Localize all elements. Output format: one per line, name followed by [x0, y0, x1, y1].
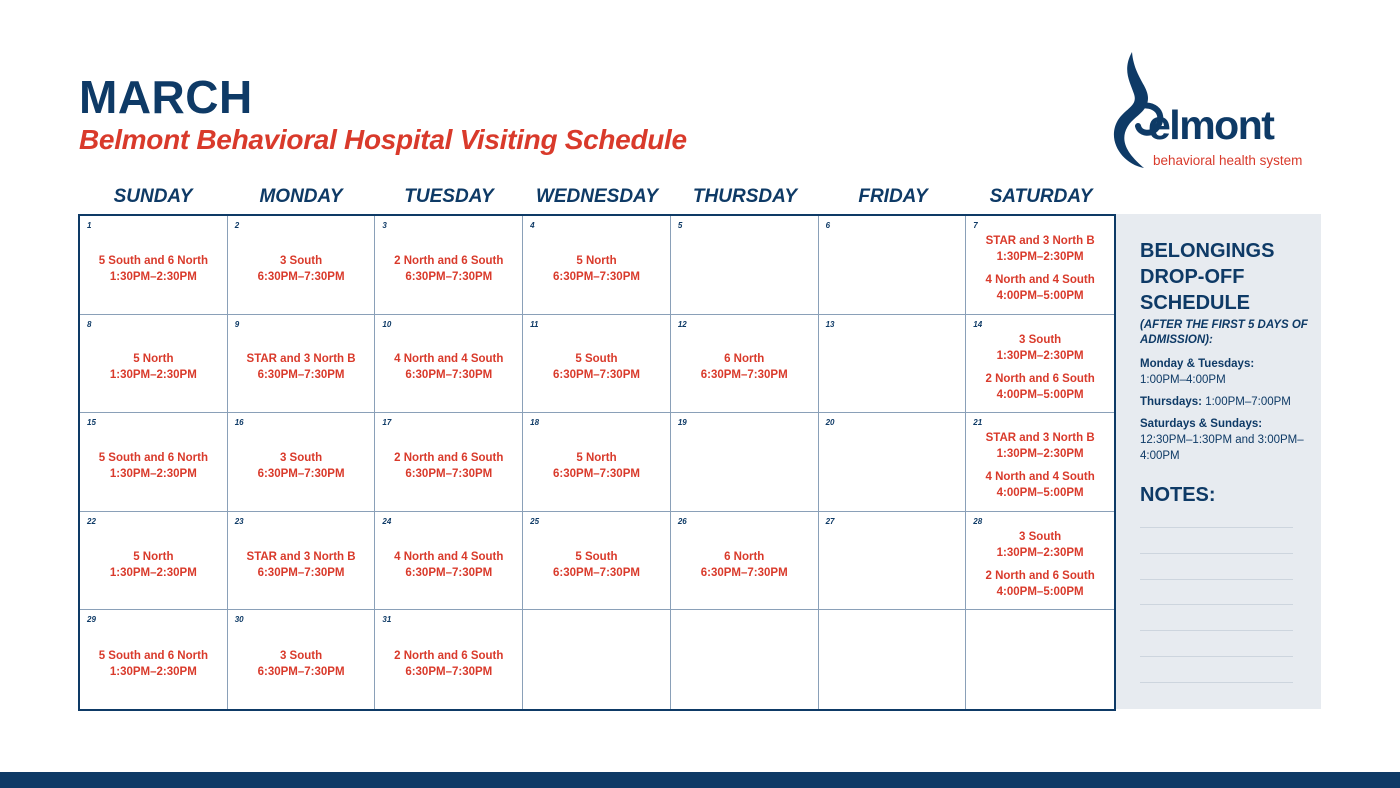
visit-events	[671, 622, 818, 705]
calendar-day-cell	[375, 413, 523, 512]
day-number: 4	[530, 221, 535, 230]
day-number: 28	[973, 516, 983, 526]
visit-event: 6 North 6:30PM–7:30PM	[700, 353, 788, 382]
dropoff-entry-sat-sun	[1140, 416, 1315, 464]
day-number: 27	[825, 516, 835, 526]
day-number: 24	[382, 516, 392, 526]
calendar-day-cell	[966, 610, 1114, 709]
visit-event: 5 South 6:30PM–7:30PM	[553, 353, 640, 382]
visit-event: 2 North and 6 South 4:00PM–5:00PM	[985, 372, 1095, 401]
visit-events	[228, 425, 375, 507]
visit-event: 4 North and 4 South 4:00PM–5:00PM	[985, 471, 1095, 500]
visit-event: STAR and 3 North B 6:30PM–7:30PM	[246, 353, 356, 382]
calendar-day-cell	[228, 413, 376, 512]
visit-events	[375, 425, 522, 507]
day-number: 2	[234, 221, 240, 230]
visit-event: 5 South and 6 North 1:30PM–2:30PM	[98, 649, 208, 678]
visit-events	[228, 228, 375, 310]
note-line[interactable]	[1140, 682, 1293, 683]
weekday-tuesday: TUESDAY	[404, 186, 494, 207]
visit-event: 5 North 1:30PM–2:30PM	[109, 550, 197, 579]
visit-events	[80, 524, 227, 606]
visit-events	[966, 327, 1114, 409]
note-line[interactable]	[1140, 527, 1293, 528]
day-number: 25	[530, 516, 540, 526]
day-number: 19	[677, 418, 687, 428]
calendar-day-cell	[523, 413, 671, 512]
visit-events	[228, 524, 375, 606]
visit-events	[671, 327, 818, 409]
logo-wordmark: elmont	[1148, 102, 1274, 148]
day-number: 26	[677, 516, 687, 526]
logo-tagline: behavioral health system	[1153, 153, 1303, 168]
day-number: 14	[973, 319, 983, 329]
weekday-friday: FRIDAY	[858, 186, 928, 207]
calendar-day-cell	[819, 610, 967, 709]
day-number: 16	[234, 418, 244, 428]
visit-events	[80, 228, 227, 310]
day-number: 31	[382, 615, 392, 625]
day-number: 13	[825, 319, 835, 329]
note-line[interactable]	[1140, 630, 1293, 631]
visit-events	[966, 425, 1114, 507]
calendar-day-cell	[819, 413, 967, 512]
visit-events	[80, 327, 227, 409]
calendar-day-cell	[671, 512, 819, 611]
visit-event: STAR and 3 North B 1:30PM–2:30PM	[985, 432, 1095, 461]
visit-event: 4 North and 4 South 6:30PM–7:30PM	[394, 353, 504, 382]
day-number: 9	[234, 319, 240, 329]
visit-event: STAR and 3 North B 6:30PM–7:30PM	[246, 550, 356, 579]
visit-events	[375, 228, 522, 310]
visit-events	[819, 327, 966, 409]
visit-event: 5 North 1:30PM–2:30PM	[109, 353, 197, 382]
weekday-sunday: SUNDAY	[113, 186, 193, 207]
day-number: 18	[530, 418, 540, 428]
dropoff-label: Saturdays & Sundays:	[1140, 418, 1263, 430]
visit-event: STAR and 3 North B 1:30PM–2:30PM	[985, 235, 1095, 264]
day-number: 17	[382, 418, 392, 428]
day-number: 5	[677, 221, 683, 230]
visit-event: 5 North 6:30PM–7:30PM	[553, 254, 640, 283]
belongings-note: (AFTER THE FIRST 5 DAYS OF ADMISSION):	[1140, 319, 1308, 346]
visit-events	[80, 622, 227, 705]
visit-events	[523, 622, 670, 705]
calendar-day-cell	[523, 610, 671, 709]
visit-event: 2 North and 6 South 6:30PM–7:30PM	[394, 649, 504, 678]
day-number: 1	[87, 221, 92, 230]
schedule-subtitle: Belmont Behavioral Hospital Visiting Schedule	[79, 124, 687, 155]
calendar-day-cell	[80, 216, 228, 315]
visit-event: 3 South 1:30PM–2:30PM	[996, 531, 1084, 560]
footer-bar	[0, 772, 1400, 788]
calendar-day-cell	[523, 315, 671, 414]
calendar-day-cell	[671, 315, 819, 414]
calendar-day-cell	[966, 512, 1114, 611]
weekday-thursday: THURSDAY	[692, 186, 798, 207]
visit-events	[375, 622, 522, 705]
visit-events	[80, 425, 227, 507]
day-number: 29	[87, 615, 96, 625]
visit-events	[375, 524, 522, 606]
visit-event: 4 North and 4 South 4:00PM–5:00PM	[985, 274, 1095, 303]
calendar-day-cell	[671, 413, 819, 512]
calendar-day-cell	[671, 216, 819, 315]
calendar-day-cell	[375, 512, 523, 611]
calendar-day-cell	[375, 315, 523, 414]
calendar-day-cell	[966, 315, 1114, 414]
visit-events	[228, 327, 375, 409]
day-number: 15	[87, 418, 96, 428]
dropoff-time: 1:00PM–7:00PM	[1205, 396, 1291, 408]
visit-events	[671, 228, 818, 310]
calendar-day-cell	[80, 315, 228, 414]
day-number: 6	[825, 221, 831, 230]
visit-events	[375, 327, 522, 409]
calendar-day-cell	[819, 315, 967, 414]
visit-events	[228, 622, 375, 705]
visit-events	[523, 228, 670, 310]
day-number: 8	[87, 319, 92, 329]
visit-events	[819, 524, 966, 606]
dropoff-label: Thursdays:	[1140, 396, 1202, 408]
visit-events	[819, 425, 966, 507]
day-number: 11	[530, 319, 539, 329]
dropoff-time: 1:00PM–4:00PM	[1140, 374, 1226, 386]
day-number: 12	[677, 319, 687, 329]
belongings-title: BELONGINGS DROP-OFF SCHEDULE	[1140, 240, 1275, 314]
weekday-wednesday: WEDNESDAY	[535, 186, 659, 207]
day-number: 21	[973, 418, 983, 428]
day-number: 23	[234, 516, 244, 526]
calendar-day-cell	[375, 610, 523, 709]
weekday-header-row	[79, 186, 1115, 214]
visit-events	[523, 425, 670, 507]
visit-event: 3 South 6:30PM–7:30PM	[257, 649, 345, 678]
weekday-saturday: SATURDAY	[989, 186, 1093, 207]
calendar-day-cell	[819, 216, 967, 315]
day-number: 3	[382, 221, 387, 230]
visit-events	[523, 327, 670, 409]
visit-event: 5 South 6:30PM–7:30PM	[553, 550, 640, 579]
note-line[interactable]	[1140, 656, 1293, 657]
visit-event: 4 North and 4 South 6:30PM–7:30PM	[394, 550, 504, 579]
dropoff-entry-mon-tue	[1140, 356, 1315, 388]
visit-event: 5 South and 6 North 1:30PM–2:30PM	[98, 451, 208, 480]
calendar-day-cell	[966, 413, 1114, 512]
visit-event: 2 North and 6 South 6:30PM–7:30PM	[394, 254, 504, 283]
calendar-day-cell	[671, 610, 819, 709]
calendar-day-cell	[966, 216, 1114, 315]
visit-events	[671, 425, 818, 507]
dropoff-entry-thursday	[1140, 394, 1315, 410]
visit-event: 3 South 6:30PM–7:30PM	[257, 254, 345, 283]
visit-events	[819, 228, 966, 310]
calendar-day-cell	[228, 315, 376, 414]
day-number: 20	[825, 418, 835, 428]
visit-events	[671, 524, 818, 606]
visit-events	[819, 622, 966, 705]
note-line[interactable]	[1140, 579, 1293, 580]
calendar-grid	[78, 214, 1116, 711]
notes-title: NOTES:	[1140, 484, 1216, 506]
visit-event: 5 North 6:30PM–7:30PM	[553, 451, 640, 480]
visit-events	[966, 524, 1114, 606]
day-number: 7	[973, 221, 978, 230]
calendar-day-cell	[228, 512, 376, 611]
visit-event: 2 North and 6 South 4:00PM–5:00PM	[985, 570, 1095, 599]
calendar-day-cell	[819, 512, 967, 611]
calendar-day-cell	[80, 512, 228, 611]
calendar-day-cell	[80, 413, 228, 512]
visit-event: 5 South and 6 North 1:30PM–2:30PM	[98, 254, 208, 283]
dropoff-time: 12:30PM–1:30PM and 3:00PM–4:00PM	[1140, 434, 1304, 462]
note-line[interactable]	[1140, 553, 1293, 554]
visit-events	[966, 228, 1114, 310]
calendar-day-cell	[523, 512, 671, 611]
day-number: 10	[382, 319, 392, 329]
month-title: MARCH	[79, 71, 253, 123]
visit-event: 6 North 6:30PM–7:30PM	[700, 550, 788, 579]
visit-event: 3 South 6:30PM–7:30PM	[257, 451, 345, 480]
note-line[interactable]	[1140, 604, 1293, 605]
visit-events	[523, 524, 670, 606]
visit-events	[966, 622, 1114, 705]
day-number: 30	[234, 615, 244, 625]
calendar-day-cell	[80, 610, 228, 709]
calendar-day-cell	[228, 610, 376, 709]
dropoff-label: Monday & Tuesdays:	[1140, 358, 1255, 370]
calendar-day-cell	[375, 216, 523, 315]
belongings-sidebar	[1116, 214, 1321, 709]
day-number: 22	[87, 516, 96, 526]
calendar-day-cell	[228, 216, 376, 315]
calendar-day-cell	[523, 216, 671, 315]
visit-event: 2 North and 6 South 6:30PM–7:30PM	[394, 451, 504, 480]
visit-event: 3 South 1:30PM–2:30PM	[996, 333, 1084, 362]
weekday-monday: MONDAY	[259, 186, 343, 207]
